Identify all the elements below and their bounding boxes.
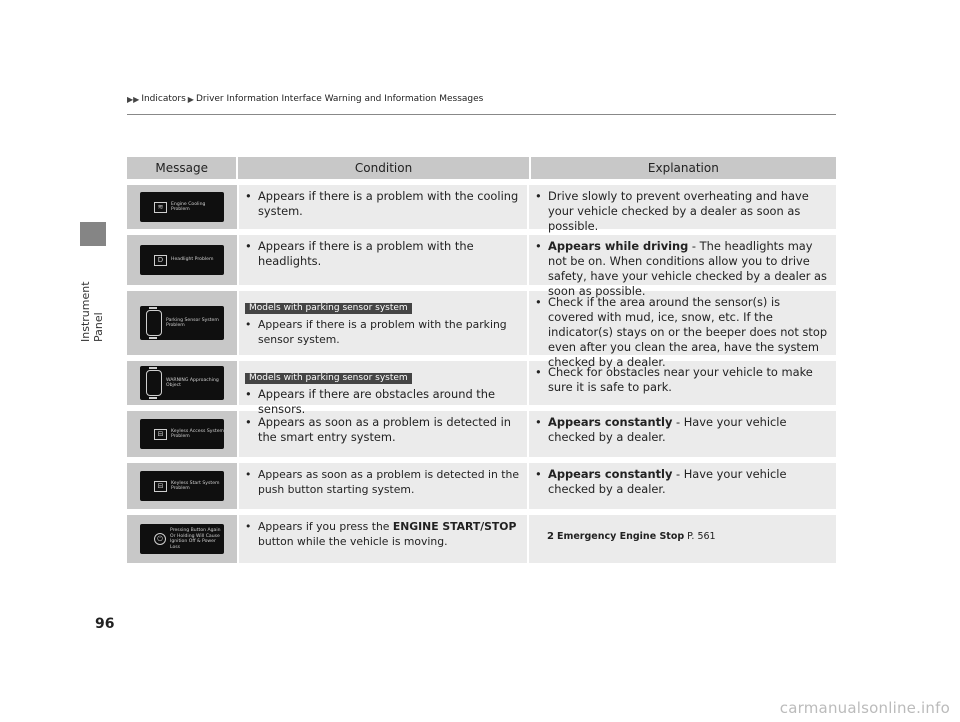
explanation-bold: Appears constantly: [548, 415, 673, 429]
breadcrumb-arrow-icon: ▶▶: [127, 94, 140, 104]
explanation-text: - Have your vehicle checked by a dealer.: [548, 415, 787, 444]
parking-sensor-car-icon: [146, 370, 162, 396]
smart-key-icon: ⊟: [154, 429, 167, 440]
model-tag: Models with parking sensor system: [245, 303, 412, 314]
message-screen: [140, 306, 224, 340]
explanation-cell: • Appears constantly - Have your vehicle checked by a dealer.: [527, 463, 832, 509]
explanation-cell: • Check for obstacles near your vehicle to make sure it is safe to park.: [527, 361, 832, 405]
condition-cell: • Appears if there is a problem with the cooling system.: [237, 185, 527, 229]
explanation-bold: Appears while driving: [548, 239, 689, 253]
condition-text: Appears as soon as a problem is detected in the smart entry system.: [258, 415, 512, 444]
message-screen-cell: [127, 411, 237, 457]
smart-key-icon: ⊟: [154, 481, 167, 492]
condition-cell: Models with parking sensor system • Appears if there is a problem with the parking sensor system.: [237, 291, 527, 355]
power-button-icon: ⏻: [154, 533, 166, 545]
cross-reference-link[interactable]: [535, 531, 828, 542]
section-tab: [80, 222, 106, 246]
screen-text: Keyless Access System Problem: [171, 428, 224, 439]
watermark: carmanualsonline.info: [779, 699, 950, 717]
engine-cooling-icon: ≋: [154, 202, 167, 213]
table-row: [127, 361, 836, 416]
explanation-text: - Have your vehicle checked by a dealer.: [548, 467, 787, 496]
breadcrumb-level-1[interactable]: Indicators: [141, 94, 186, 104]
screen-text: Engine Cooling Problem: [171, 201, 206, 212]
explanation-text: - The headlights may not be on. When conditions allow you to drive safety, have your vehicle checked by a dealer as soon as possible.: [548, 239, 827, 298]
header-message: Message: [127, 157, 238, 179]
condition-text: Appears if you press the: [258, 520, 393, 533]
header-explanation: Explanation: [647, 161, 719, 175]
headlight-icon: D: [154, 255, 167, 266]
table-row: [127, 235, 836, 298]
breadcrumb-level-2[interactable]: Driver Information Interface Warning and Information Messages: [195, 94, 484, 104]
breadcrumb: [127, 94, 483, 104]
breadcrumb-arrow-icon: ▶: [187, 94, 194, 104]
message-screen-cell: [127, 235, 237, 285]
explanation-cell: • Drive slowly to prevent overheating and have your vehicle checked by a dealer as soon as possible.: [527, 185, 832, 229]
model-tag: Models with parking sensor system: [245, 373, 412, 384]
message-screen: [140, 471, 224, 501]
screen-text: Parking Sensor System Problem: [166, 317, 219, 328]
condition-text: Appears if there is a problem with the headlights.: [258, 239, 474, 268]
screen-text: Keyless Start System Problem: [171, 480, 220, 491]
explanation-bold: Appears constantly: [548, 467, 673, 481]
explanation-cell: [527, 515, 832, 563]
message-screen-cell: [127, 515, 237, 563]
condition-bold: ENGINE START/STOP: [392, 520, 517, 533]
message-screen-cell: [127, 361, 237, 405]
explanation-text: Drive slowly to prevent overheating and have your vehicle checked by a dealer as soon as possible.: [548, 189, 809, 233]
table-row: [127, 411, 836, 457]
condition-text: Appears if there are obstacles around the sensors.: [258, 387, 496, 416]
condition-cell: • Appears as soon as a problem is detected in the push button starting system.: [237, 463, 527, 509]
explanation-cell: • Check if the area around the sensor(s) is covered with mud, ice, snow, etc. If the indicator(s) stays on or the beeper does not stop even after you clean the area, have the system checked by a dealer.: [527, 291, 832, 355]
explanation-text: Check if the area around the sensor(s) is covered with mud, ice, snow, etc. If the indicator(s) stays on or the beeper does not stop even after you clean the area, have the system checked by a dealer.: [548, 295, 828, 369]
parking-sensor-car-icon: [146, 310, 162, 336]
condition-text: Appears if there is a problem with the cooling system.: [258, 189, 519, 218]
table-header: [127, 157, 836, 179]
message-screen: [140, 245, 224, 275]
message-screen-cell: [127, 463, 237, 509]
table-row: [127, 463, 836, 509]
message-screen: [140, 192, 224, 222]
table-row: [127, 515, 836, 563]
condition-cell: Models with parking sensor system • Appears if there are obstacles around the sensors.: [237, 361, 527, 405]
condition-cell: • Appears if you press the ENGINE START/STOP button while the vehicle is moving.: [237, 515, 527, 563]
section-label: Instrument Panel: [79, 281, 105, 342]
reference-page: P. 561: [687, 531, 716, 542]
condition-cell: • Appears as soon as a problem is detected in the smart entry system.: [237, 411, 527, 457]
table-row: [127, 291, 836, 369]
message-screen: [140, 524, 224, 554]
message-screen: [140, 366, 224, 400]
message-screen-cell: [127, 185, 237, 229]
screen-text: WARNING Approaching Object: [166, 377, 219, 388]
condition-cell: • Appears if there is a problem with the headlights.: [237, 235, 527, 285]
table-row: [127, 185, 836, 233]
screen-text: Headlight Problem: [171, 257, 214, 263]
header-rule: [127, 114, 836, 115]
condition-text: Appears as soon as a problem is detected in the push button starting system.: [258, 468, 519, 496]
explanation-cell: • Appears constantly - Have your vehicle checked by a dealer.: [527, 411, 832, 457]
page-number: 96: [95, 616, 115, 632]
message-table: [127, 157, 836, 563]
header-condition: Condition: [238, 157, 530, 179]
reference-arrow-icon: 2: [547, 531, 554, 542]
condition-text: Appears if there is a problem with the parking sensor system.: [258, 318, 507, 346]
explanation-text: Check for obstacles near your vehicle to make sure it is safe to park.: [548, 365, 813, 394]
message-screen: [140, 419, 224, 449]
explanation-cell: • Appears while driving - The headlights may not be on. When conditions allow you to drive safety, have your vehicle checked by a dealer as soon as possible.: [527, 235, 832, 285]
screen-text: Pressing Button Again Or Holding Will Cause Ignition Off & Power Loss: [170, 528, 221, 550]
condition-text: button while the vehicle is moving.: [258, 535, 448, 548]
message-screen-cell: [127, 291, 237, 355]
reference-title: Emergency Engine Stop: [556, 531, 685, 542]
